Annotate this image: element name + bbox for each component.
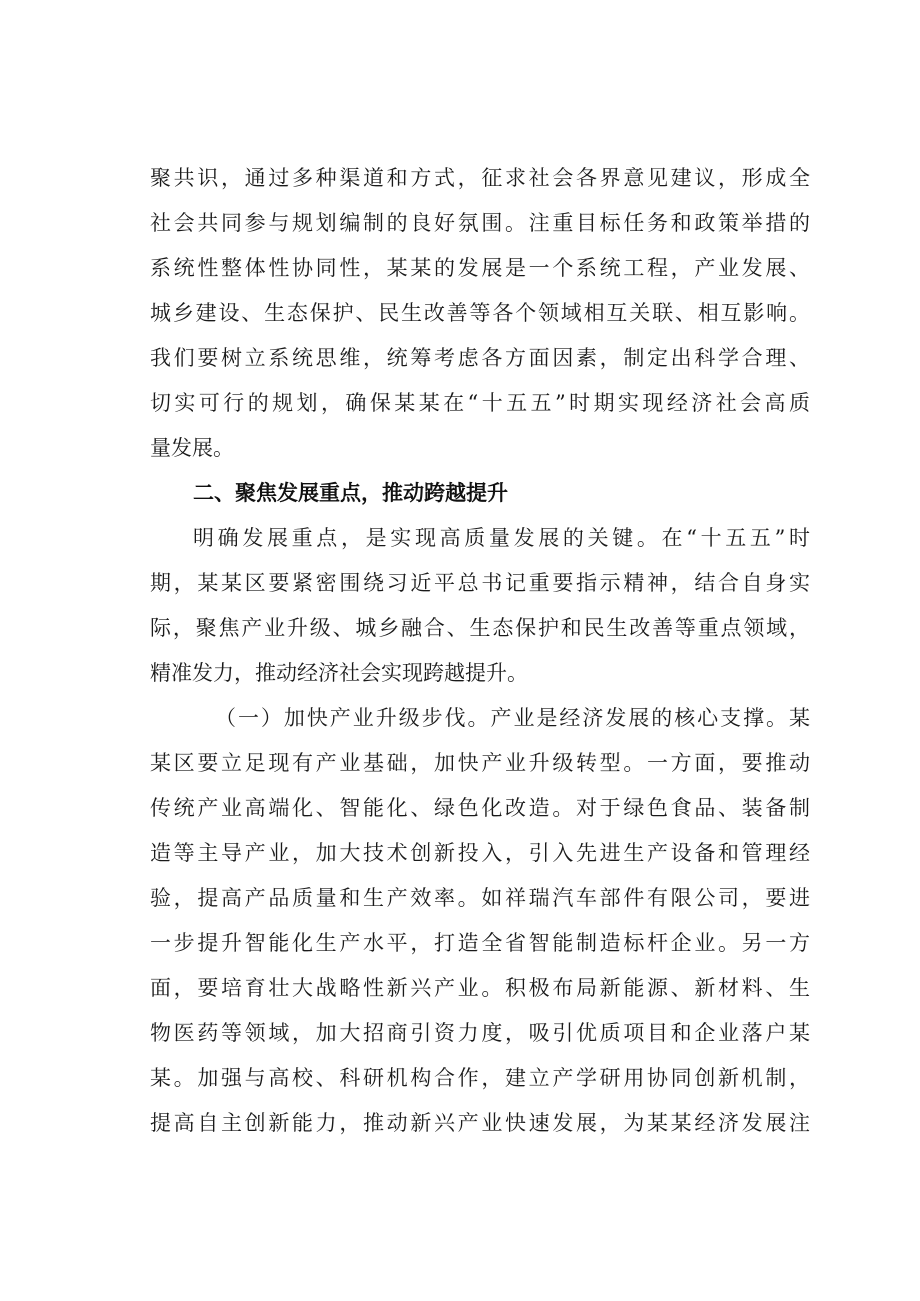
body-line-15: 验，提高产品质量和生产效率。如祥瑞汽车部件有限公司，要进	[150, 886, 810, 910]
body-line-3: 系统性整体性协同性，某某的发展是一个系统工程，产业发展、	[150, 256, 810, 280]
body-line-16: 一步提升智能化生产水平，打造全省智能制造标杆企业。另一方	[150, 931, 810, 955]
body-line-9: 期，某某区要紧密围绕习近平总书记重要指示精神，结合自身实	[150, 571, 810, 595]
body-line-8: 明确发展重点，是实现高质量发展的关键。在“十五五”时	[193, 526, 810, 550]
body-line-14: 造等主导产业，加大技术创新投入，引入先进生产设备和管理经	[150, 841, 810, 865]
body-line-17: 面，要培育壮大战略性新兴产业。积极布局新能源、新材料、生	[150, 976, 810, 1000]
body-line-19: 某。加强与高校、科研机构合作，建立产学研用协同创新机制，	[150, 1066, 810, 1090]
body-line-1: 聚共识，通过多种渠道和方式，征求社会各界意见建议，形成全	[150, 166, 810, 190]
body-line-6: 切实可行的规划，确保某某在“十五五”时期实现经济社会高质	[150, 391, 810, 415]
body-line-2: 社会共同参与规划编制的良好氛围。注重目标任务和政策举措的	[150, 211, 810, 235]
section-heading: 二、聚焦发展重点，推动跨越提升	[193, 481, 508, 505]
body-line-20: 提高自主创新能力，推动新兴产业快速发展，为某某经济发展注	[150, 1111, 810, 1135]
body-line-4: 城乡建设、生态保护、民生改善等各个领域相互关联、相互影响。	[150, 301, 810, 325]
body-line-13: 传统产业高端化、智能化、绿色化改造。对于绿色食品、装备制	[150, 796, 810, 820]
body-line-10: 际，聚焦产业升级、城乡融合、生态保护和民生改善等重点领域，	[150, 616, 810, 640]
body-line-18: 物医药等领域，加大招商引资力度，吸引优质项目和企业落户某	[150, 1021, 810, 1045]
body-line-7: 量发展。	[150, 436, 234, 460]
subsection-line-1: （一）加快产业升级步伐。产业是经济发展的核心支撑。某	[215, 706, 810, 730]
body-line-5: 我们要树立系统思维，统筹考虑各方面因素，制定出科学合理、	[150, 346, 810, 370]
body-line-12: 某区要立足现有产业基础，加快产业升级转型。一方面，要推动	[150, 751, 810, 775]
body-line-11: 精准发力，推动经济社会实现跨越提升。	[150, 661, 528, 685]
